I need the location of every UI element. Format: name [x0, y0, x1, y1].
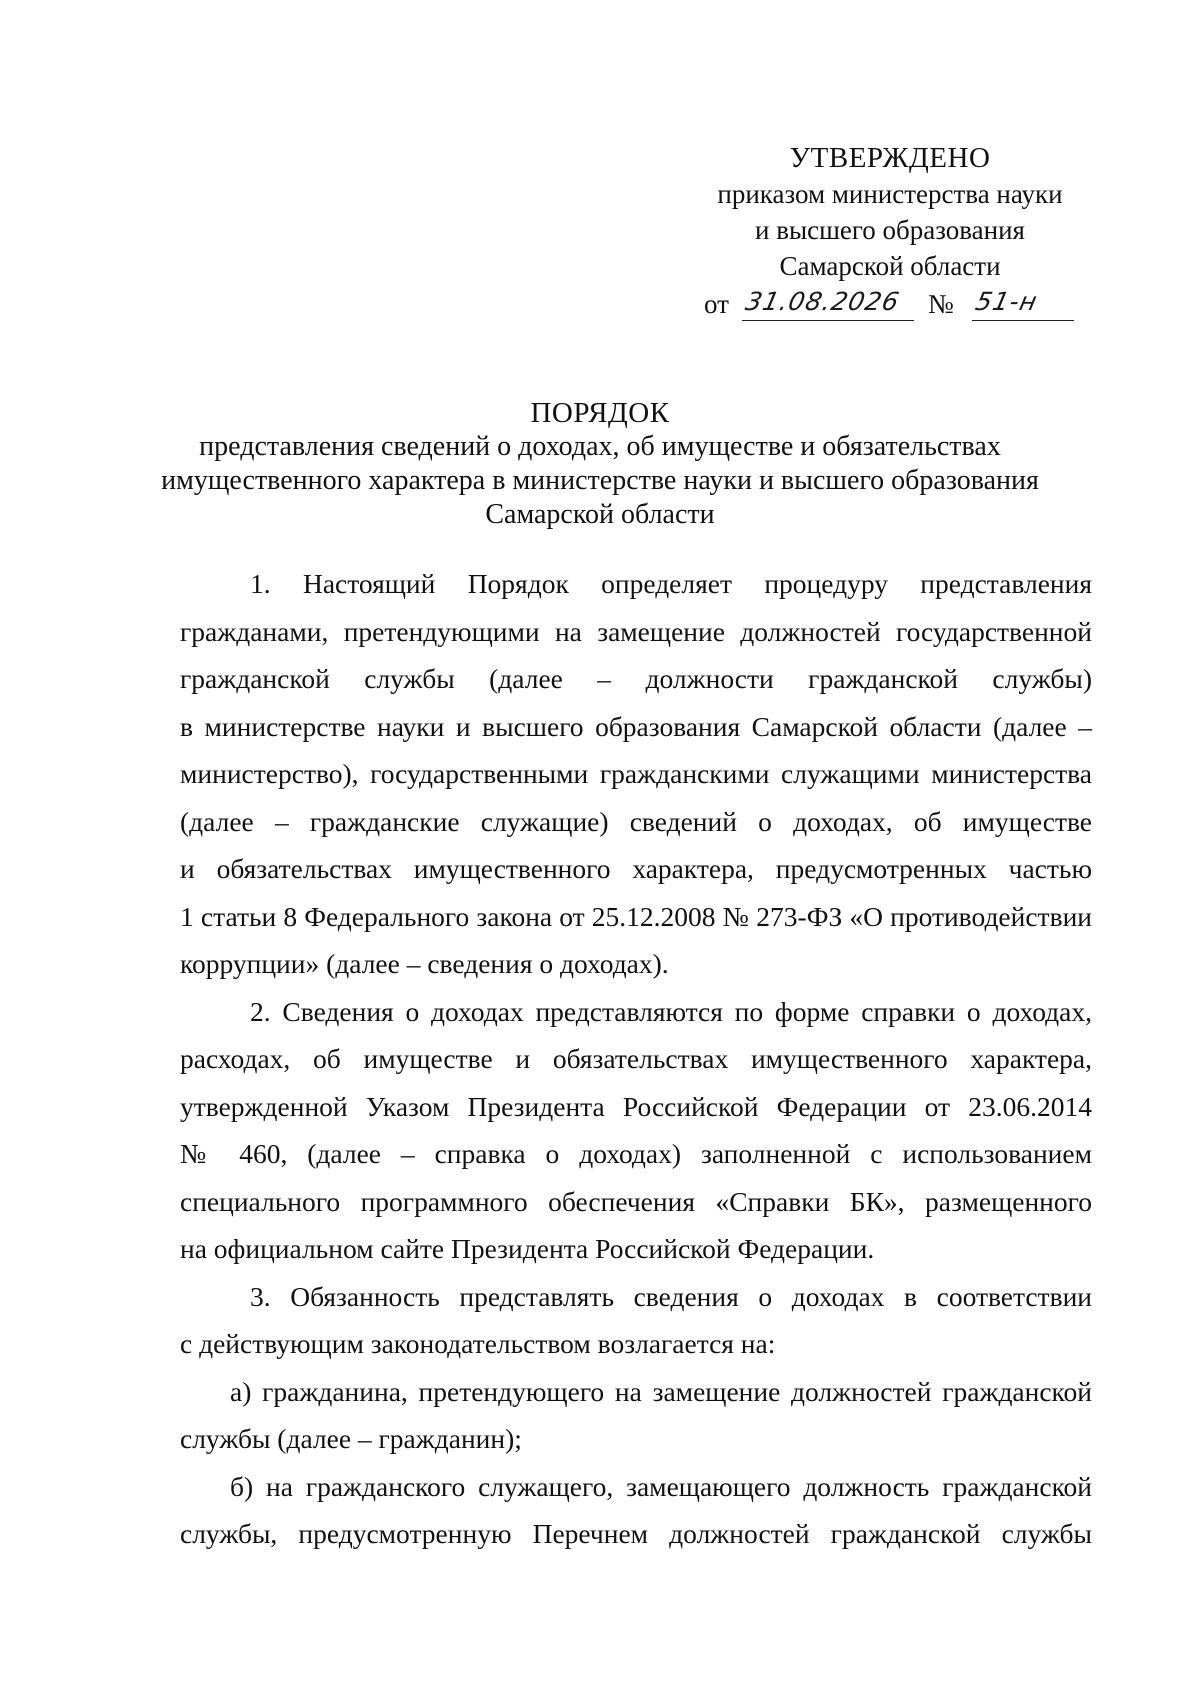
approval-line-2: и высшего образования: [755, 215, 1025, 245]
document-subtitle-line-1: представления сведений о доходах, об имуществе и обязательствах: [199, 431, 1001, 462]
paragraph-2: [180, 988, 1092, 1273]
paragraph-line: расходах, об имуществе и обязательствах имущественного характера,: [180, 1043, 1092, 1074]
approval-line-1: приказом министерства науки: [717, 179, 1063, 209]
paragraph-line: утвержденной Указом Президента Российской Федерации от 23.06.2014: [180, 1090, 1092, 1122]
date-prefix: от: [704, 289, 729, 319]
handwritten-number: 51-н: [973, 287, 1041, 316]
document-title: ПОРЯДОК: [530, 397, 670, 429]
paragraph-3: [180, 1273, 1092, 1368]
paragraph-line: № 460, (далее – справка о доходах) заполненной с использованием: [180, 1138, 1092, 1169]
document-body: [180, 560, 1092, 1558]
paragraph-line: б) на гражданского служащего, замещающего должность гражданской: [230, 1470, 1092, 1502]
paragraph-line: 3. Обязанность представлять сведения о доходах в соответствии: [250, 1280, 1092, 1312]
paragraph-line: 1. Настоящий Порядок определяет процедуру представления: [250, 568, 1092, 599]
paragraph-line: специального программного обеспечения «Справки БК», размещенного: [180, 1185, 1092, 1217]
paragraph-line: коррупции» (далее – сведения о доходах).: [180, 948, 669, 979]
paragraph-line: 1 статьи 8 Федерального закона от 25.12.2008 № 273-ФЗ «О противодействии: [180, 900, 1092, 932]
handwritten-date: 31.08.2026: [743, 287, 903, 316]
paragraph-line: службы (далее – гражданин);: [180, 1423, 522, 1454]
paragraph-line: гражданской службы (далее – должности гражданской службы): [180, 663, 1092, 694]
number-prefix: №: [928, 289, 954, 319]
document-heading: [150, 396, 1050, 532]
approval-line-3: Самарской области: [779, 251, 1001, 281]
paragraph-line: министерство), государственными гражданскими служащими министерства: [180, 758, 1092, 789]
document-subtitle-line-3: Самарской области: [485, 499, 715, 530]
paragraph-line: на официальном сайте Президента Российской Федерации.: [180, 1233, 875, 1264]
number-field: [972, 287, 1074, 321]
paragraph-3b: [180, 1463, 1092, 1558]
paragraph-line: в министерстве науки и высшего образования Самарской области (далее –: [180, 710, 1092, 742]
approval-date-number-line: [690, 286, 1090, 326]
paragraph-3a: [180, 1368, 1092, 1463]
paragraph-line: службы, предусмотренную Перечнем должностей гражданской службы: [180, 1518, 1092, 1549]
paragraph-line: 2. Сведения о доходах представляются по форме справки о доходах,: [250, 995, 1092, 1027]
approval-title: УТВЕРЖДЕНО: [789, 142, 991, 174]
paragraph-1: [180, 560, 1092, 988]
date-field: [742, 287, 914, 321]
paragraph-line: (далее – гражданские служащие) сведений о доходах, об имуществе: [180, 805, 1092, 837]
paragraph-line: с действующим законодательством возлагается на:: [180, 1328, 776, 1359]
paragraph-line: и обязательствах имущественного характера, предусмотренных частью: [180, 853, 1092, 884]
approval-stamp-block: [690, 140, 1090, 326]
document-subtitle-line-2: имущественного характера в министерстве науки и высшего образования: [161, 465, 1039, 496]
paragraph-line: а) гражданина, претендующего на замещение должностей гражданской: [230, 1375, 1092, 1407]
paragraph-line: гражданами, претендующими на замещение должностей государственной: [180, 615, 1092, 647]
